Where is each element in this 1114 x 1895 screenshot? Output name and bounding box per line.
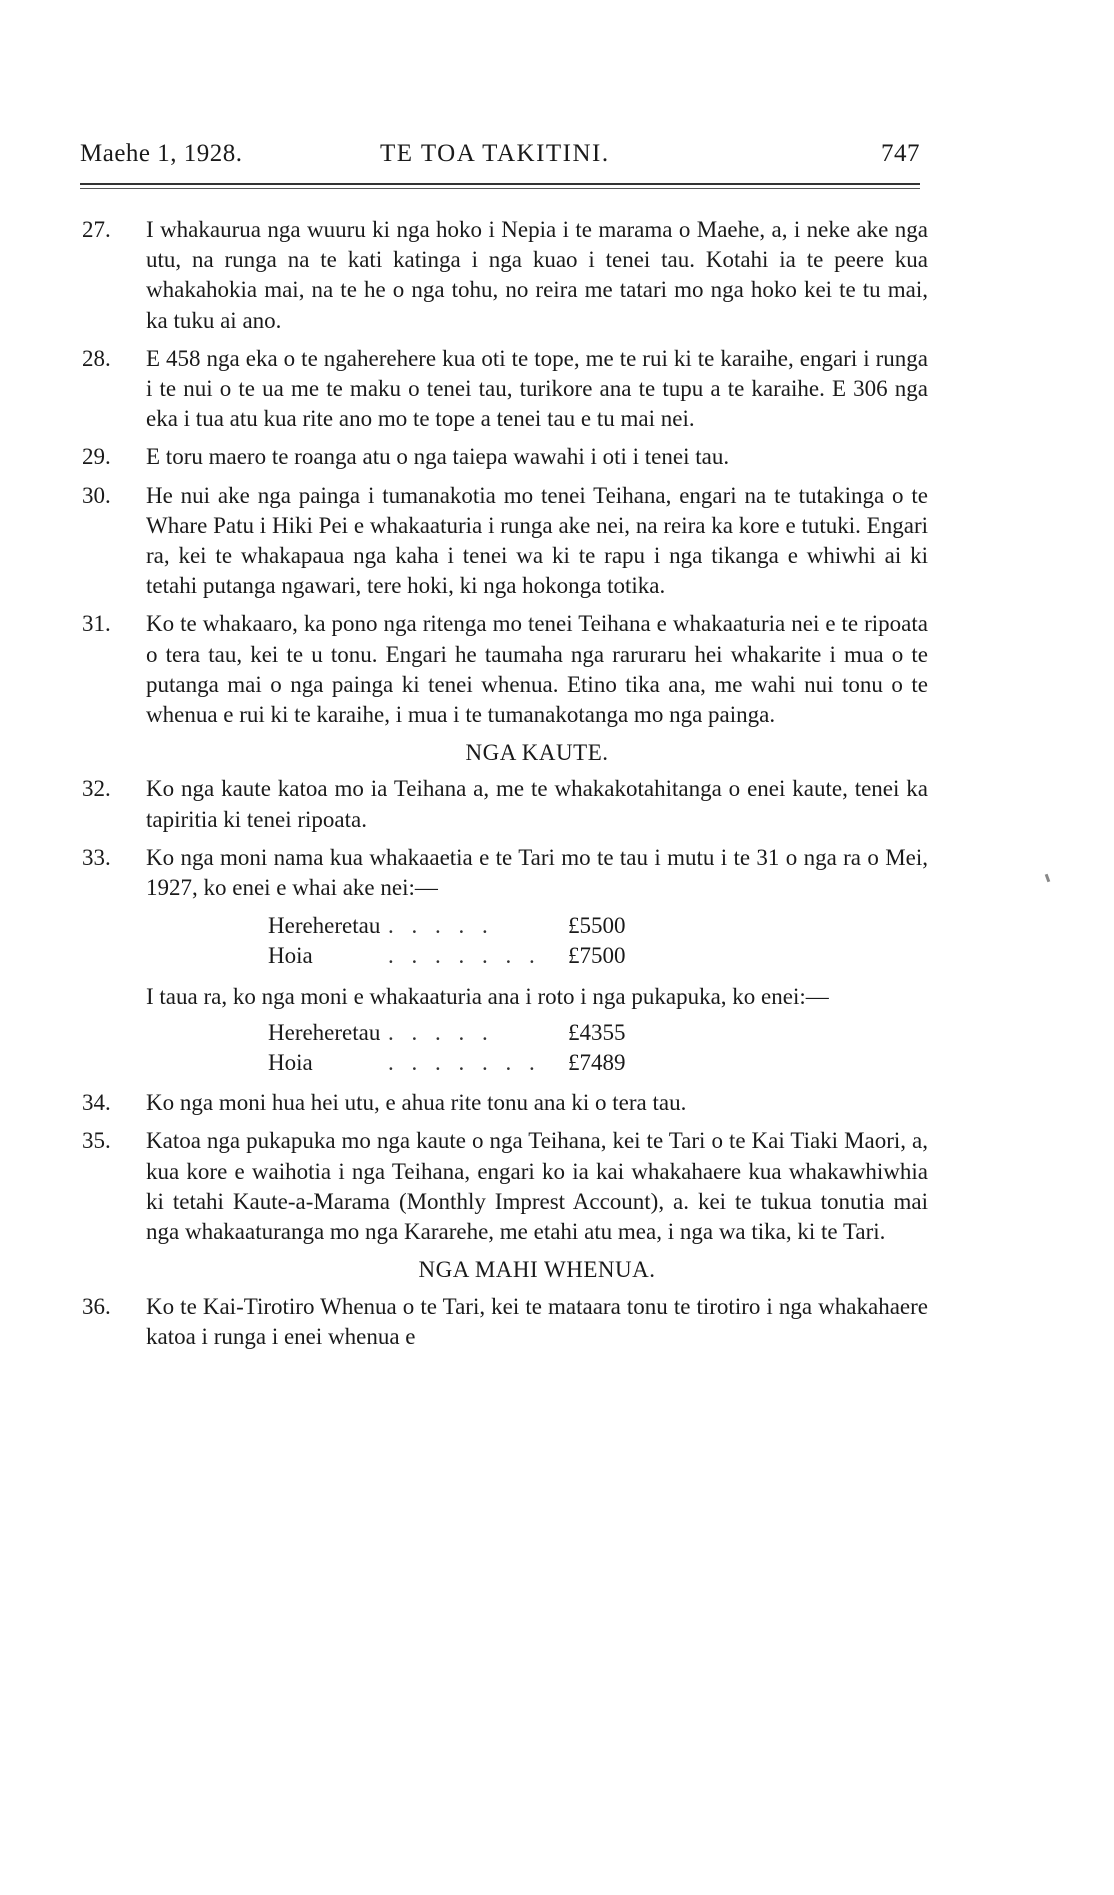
paragraph-27 [82, 215, 928, 336]
paragraph-31 [82, 609, 928, 730]
paragraph-number: 27. [82, 217, 111, 242]
row-label: Hereheretau [268, 1019, 381, 1045]
margin-mark [1045, 874, 1051, 883]
paragraph-number: 30. [82, 482, 111, 508]
paragraph-33-continued: I taua ra, ko nga moni e whakaaturia ana i roto i nga pukapuka, ko enei:— [146, 983, 829, 1009]
paragraph-text: Ko nga kaute katoa mo ia Teihana a, me te whakakotahitanga o enei kaute, tenei ka tapiritia ki tenei ripoata. [146, 776, 928, 832]
paragraph-36 [82, 1292, 928, 1352]
leader-dots: . . . . . . . [388, 943, 541, 969]
paragraph-number: 36. [82, 1293, 111, 1319]
liabilities-table [268, 911, 626, 971]
paragraph-number: 32. [82, 776, 111, 802]
table-row [268, 1018, 626, 1048]
header-rule-thick [80, 183, 920, 185]
row-label: Hoia [268, 943, 313, 969]
paragraph-number: 34. [82, 1090, 111, 1116]
row-label: Hereheretau [268, 913, 381, 939]
paragraph-text: Katoa nga pukapuka mo nga kaute o nga Teihana, kei te Tari o te Kai Tiaki Maori, a, kua kore e waihotia i nga Teihana, engari ko ia kai whakahaere kua whakawhiwhia ki tetahi Kaute-a-Marama (Monthly Imprest Account), a. kei te tukua tonutia mai nga whakaaturanga mo nga Kararehe, me etahi atu mea, i nga wa tika, ki te Tari. [146, 1128, 928, 1245]
header-title: TE TOA TAKITINI. [380, 140, 610, 167]
paragraph-text: Ko te Kai-Tirotiro Whenua o te Tari, kei te mataara tonu te tirotiro i nga whakahaere katoa i runga i enei whenua e [146, 1293, 928, 1349]
paragraph-33 [82, 843, 928, 903]
section-heading-mahi-whenua: NGA MAHI WHENUA. [418, 1257, 656, 1283]
paragraph-number: 28. [82, 345, 111, 371]
paragraph-30 [82, 481, 928, 602]
paragraph-text: E 458 nga eka o te ngaherehere kua oti te tope, me te rui ki te karaihe, engari i runga i te nui o te ua me te maku o tenei tau, turikore ana te tupu a te karaihe. E 306 nga eka i tua atu kua rite ano mo te tope a tenei tau e tu mai nei. [146, 345, 928, 432]
row-amount: £7489 [568, 1050, 626, 1076]
paragraph-text: He nui ake nga painga i tumanakotia mo tenei Teihana, engari na te tutakinga o te Whare Patu i Hiki Pei e whakaaturia i runga ake nei, na reira ka kore e tutuki. Engari ra, kei te whakapaua nga kaha i tenei wa ki te rapu i nga tikanga e whiwhi ai ki tetahi putanga ngawari, tere hoki, ki nga hokonga totika. [146, 482, 928, 599]
row-label: Hoia [268, 1050, 313, 1076]
balances-table [268, 1018, 626, 1078]
paragraph-28 [82, 344, 928, 435]
running-header [80, 140, 920, 174]
header-date: Maehe 1, 1928. [80, 140, 243, 167]
paragraph-text: Ko nga moni nama kua whakaaetia e te Tari mo te tau i mutu i te 31 o nga ra o Mei, 1927, ko enei e whai ake nei:— [146, 844, 928, 901]
paragraph-number: 33. [82, 844, 111, 870]
paragraph-number: 35. [82, 1128, 111, 1154]
body-text [82, 215, 928, 1360]
table-row [268, 911, 626, 941]
paragraph-number: 31. [82, 611, 111, 637]
paragraph-34 [82, 1088, 928, 1118]
paragraph-32 [82, 774, 928, 834]
paragraph-number: 29. [82, 444, 111, 470]
row-amount: £7500 [568, 943, 626, 969]
paragraph-text: I whakauruа nga wuuru ki nga hoko i Nepia i te marama o Maehe, a, i neke ake nga utu, na runga na te kati katinga i nga kuao i tenei tau. Kotahi ia te peere kua whakahokia mai, na te he o nga tohu, no reira me tatari mo nga hoko kei te tu mai, ka tuku ai ano. [146, 217, 928, 333]
row-amount: £5500 [568, 913, 626, 939]
header-rule-thin [80, 188, 920, 189]
paragraph-35 [82, 1126, 928, 1247]
table-row [268, 1048, 626, 1078]
section-heading-kaute: NGA KAUTE. [465, 740, 609, 766]
row-amount: £4355 [568, 1019, 626, 1045]
paragraph-29 [82, 442, 928, 472]
page-number: 747 [881, 140, 920, 167]
paragraph-text: Ko nga moni hua hei utu, e ahua rite tonu ana ki o tera tau. [146, 1090, 687, 1116]
paragraph-text: Ko te whakaaro, ka pono nga ritenga mo tenei Teihana e whakaaturia nei e te ripoata o tera tau, kei te u tonu. Engari he taumaha nga raruraru hei whakarite i mua o te putanga mai o nga painga ki tenei whenua. Etino tika ana, me wahi nui tonu o te whenua e rui ki te karaihe, i mua i te tumanakotanga mo nga painga. [146, 611, 928, 728]
paragraph-text: E toru maero te roanga atu o nga taiepa wawahi i oti i tenei tau. [146, 444, 730, 470]
leader-dots: . . . . . [388, 1019, 494, 1045]
leader-dots: . . . . . [388, 913, 494, 939]
table-row [268, 941, 626, 971]
leader-dots: . . . . . . . [388, 1050, 541, 1076]
